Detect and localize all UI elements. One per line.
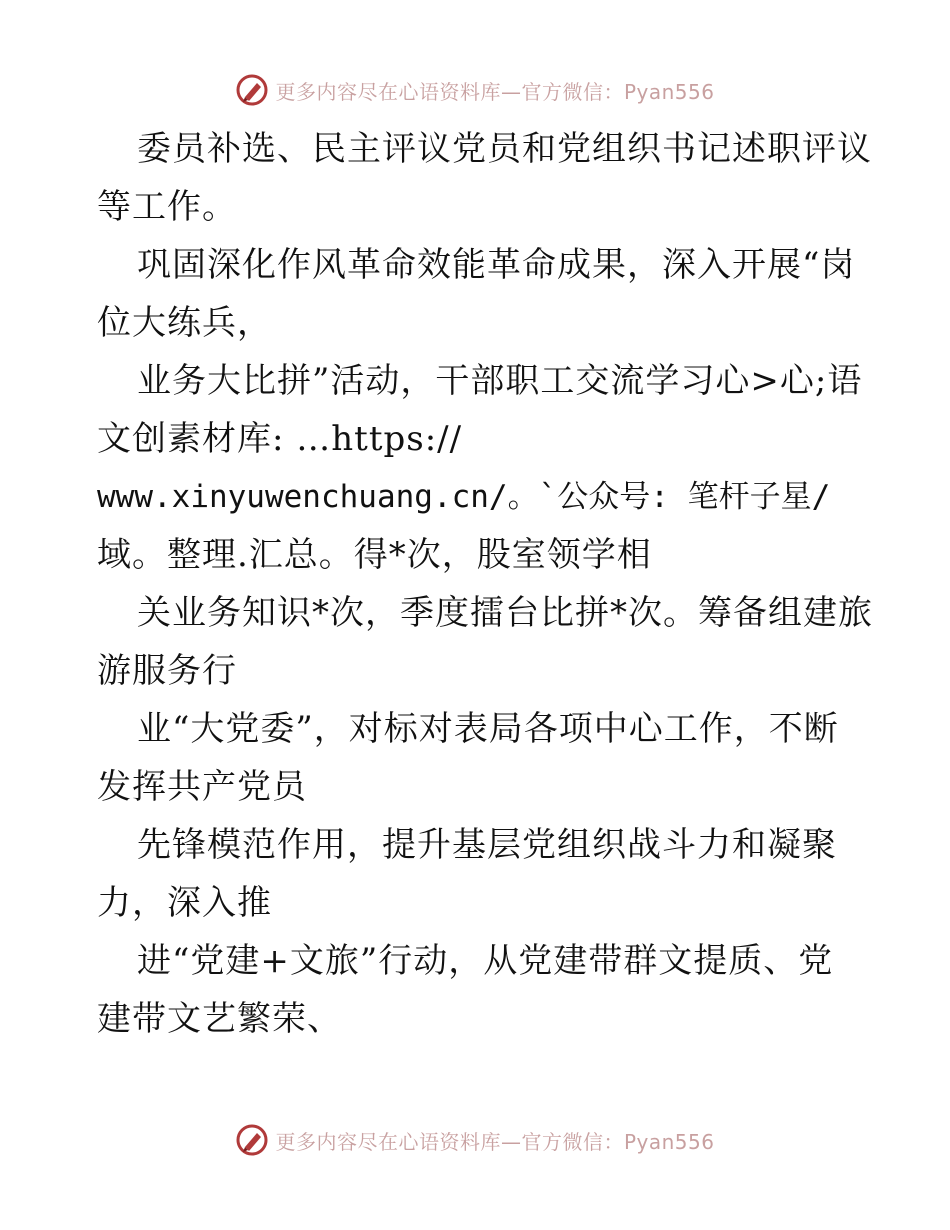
text-line: 业务大比拼”活动，干部职工交流学习心>心;语: [137, 361, 863, 401]
text-line: 游服务行: [97, 651, 237, 691]
footer-banner-text: 更多内容尽在心语资料库—官方微信：Pyan556: [275, 1129, 715, 1154]
text-line: 发挥共产党员: [97, 767, 307, 807]
text-line: 建带文艺繁荣、: [97, 999, 342, 1039]
text-line: 先锋模范作用，提升基层党组织战斗力和凝聚: [137, 825, 837, 865]
header-banner: [0, 70, 950, 110]
text-line: 巩固深化作风革命效能革命成果，深入开展“岗: [137, 245, 856, 285]
text-line-url: www.xinyuwenchuang.cn/。`公众号: 笔杆子星/: [97, 479, 831, 515]
document-body: [97, 120, 873, 1048]
text-line: 力，深入推: [97, 883, 272, 923]
text-line: 文创素材库: …https://: [97, 419, 463, 459]
pen-nib-logo-icon: [235, 73, 269, 107]
footer-banner: [0, 1120, 950, 1160]
text-line: 关业务知识*次，季度擂台比拼*次。筹备组建旅: [137, 593, 873, 633]
pen-nib-logo-icon: [235, 1123, 269, 1157]
text-line: 委员补选、民主评议党员和党组织书记述职评议: [137, 129, 872, 169]
header-banner-text: 更多内容尽在心语资料库—官方微信：Pyan556: [275, 79, 715, 104]
text-line: 业“大党委”，对标对表局各项中心工作，不断: [137, 709, 839, 749]
text-line: 域。整理.汇总。得*次，股室领学相: [97, 535, 652, 575]
text-line: 等工作。: [97, 187, 237, 227]
text-line: 进“党建+文旅”行动，从党建带群文提质、党: [137, 941, 834, 981]
text-line: 位大练兵，: [97, 303, 272, 343]
